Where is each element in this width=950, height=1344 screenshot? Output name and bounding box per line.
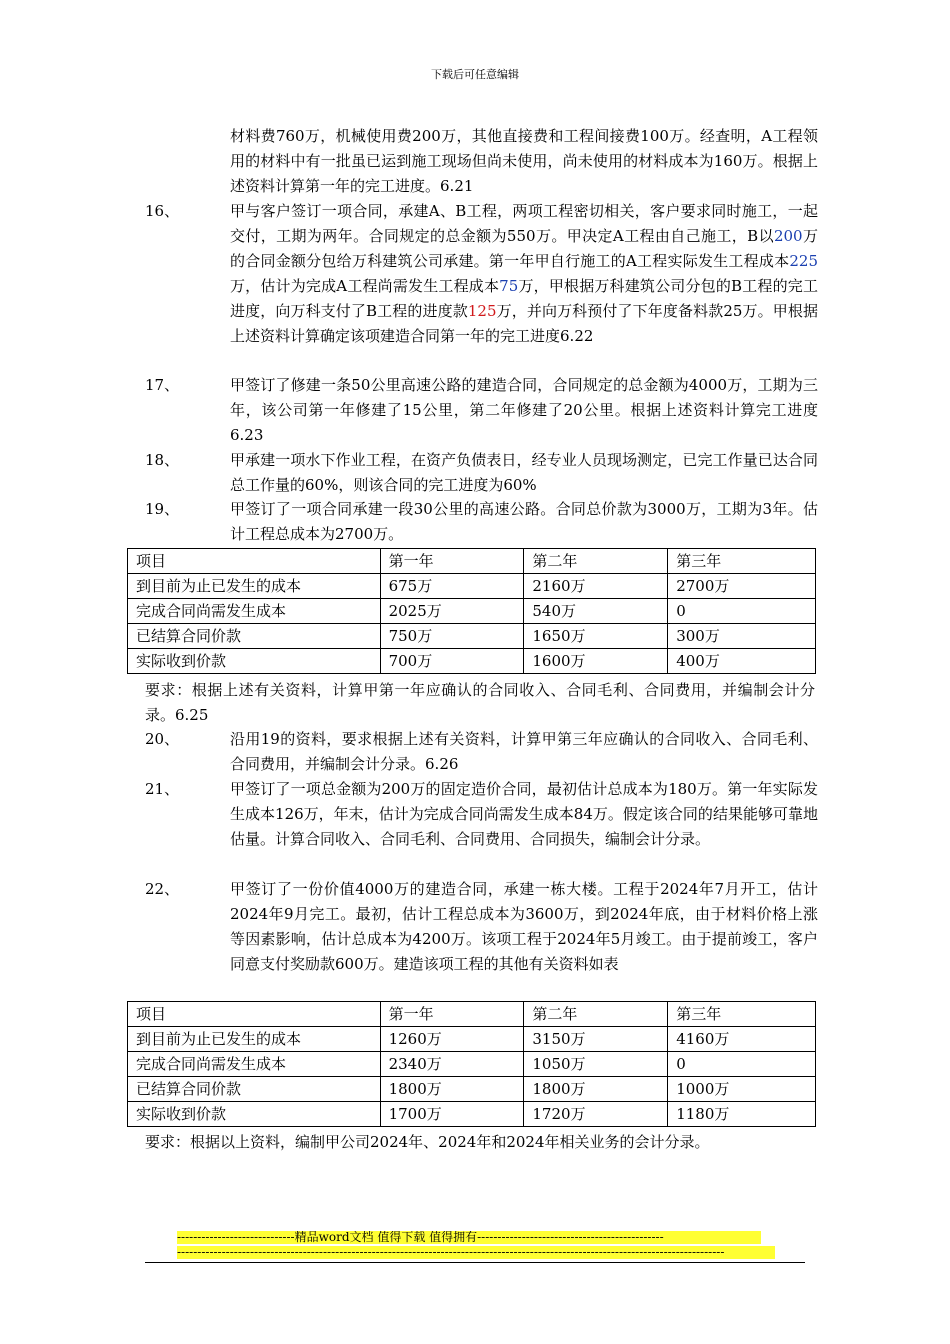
table-cell: 已结算合同价款 <box>128 624 381 649</box>
question-22-text: 甲签订了一份价值4000万的建造合同，承建一栋大楼。工程于2024年7月开工，估计2024年9月完工。最初，估计工程总成本为3600万，到2024年底，由于材料价格上涨等因素影响，估计总成本为4200万。该项工程于2024年5月竣工。由于提前竣工，客户同意支付奖励款600万。建造该项工程的其他有关资料如表 <box>230 880 818 973</box>
table-cell: 到目前为止已发生的成本 <box>128 574 381 599</box>
table-cell: 2340万 <box>380 1052 524 1077</box>
table-header-cell: 第三年 <box>668 1002 816 1027</box>
table-cell: 400万 <box>668 649 816 674</box>
q16-value-225: 225 <box>789 252 818 270</box>
table-cell: 1600万 <box>524 649 668 674</box>
table-cell: 2160万 <box>524 574 668 599</box>
table-cell: 700万 <box>380 649 524 674</box>
q16-value-200: 200 <box>773 227 803 245</box>
table-cell: 1800万 <box>524 1077 668 1102</box>
requirement-19: 要求：根据上述有关资料，计算甲第一年应确认的合同收入、合同毛利、合同费用，并编制会计分录。6.25 <box>145 681 815 724</box>
q16-value-125: 125 <box>467 302 497 320</box>
question-16-number: 16、 <box>145 202 180 220</box>
table-cell: 1700万 <box>380 1102 524 1127</box>
table-row <box>128 599 816 624</box>
table-cell: 300万 <box>668 624 816 649</box>
footer-divider <box>145 1262 805 1263</box>
question-20-text: 沿用19的资料，要求根据上述有关资料，计算甲第三年应确认的合同收入、合同毛利、合同费用，并编制会计分录。6.26 <box>230 730 818 773</box>
footer-dashes: --------------------------------------------------------------------------------------------------------------------------------------- <box>177 1246 775 1259</box>
table-row <box>128 574 816 599</box>
table-header-cell: 项目 <box>128 1002 381 1027</box>
page-header: 下载后可任意编辑 <box>431 68 519 81</box>
table-cell: 675万 <box>380 574 524 599</box>
table-cell: 1650万 <box>524 624 668 649</box>
table-cell: 完成合同尚需发生成本 <box>128 1052 381 1077</box>
table-header-cell: 第二年 <box>524 1002 668 1027</box>
question-19-text: 甲签订了一项合同承建一段30公里的高速公路。合同总价款为3000万，工期为3年。估计工程总成本为2700万。 <box>230 500 818 543</box>
question-17-number: 17、 <box>145 376 180 394</box>
table-cell: 0 <box>668 599 816 624</box>
table-header-cell: 第三年 <box>668 549 816 574</box>
table-cell: 已结算合同价款 <box>128 1077 381 1102</box>
table-header-row <box>128 1002 816 1027</box>
table-cell: 540万 <box>524 599 668 624</box>
table-row <box>128 1052 816 1077</box>
table-header-cell: 项目 <box>128 549 381 574</box>
table-header-row <box>128 549 816 574</box>
table-cell: 3150万 <box>524 1027 668 1052</box>
table-cell: 1720万 <box>524 1102 668 1127</box>
cost-table-2 <box>127 1001 816 1127</box>
q16-value-75: 75 <box>499 277 519 295</box>
table-cell: 1050万 <box>524 1052 668 1077</box>
table-cell: 0 <box>668 1052 816 1077</box>
question-19-number: 19、 <box>145 500 180 518</box>
q16-part1: 甲与客户签订一项合同，承建A、B工程，两项工程密切相关，客户要求同时施工，一起交付，工期为两年。合同规定的总金额为550万。甲决定A工程由自己施工，B以 <box>230 202 819 245</box>
table-cell: 1180万 <box>668 1102 816 1127</box>
table-header-cell: 第一年 <box>380 549 524 574</box>
footer-banner: -----------------------------精品word文档 值得下载 值得拥有---------------------------------------------- <box>177 1231 761 1244</box>
table-row <box>128 1077 816 1102</box>
intro-continuation: 材料费760万，机械使用费200万，其他直接费和工程间接费100万。经查明，A工程领用的材料中有一批虽已运到施工现场但尚未使用，尚未使用的材料成本为160万。根据上述资料计算第一年的完工进度。6.21 <box>230 127 818 195</box>
table-row <box>128 649 816 674</box>
question-21-number: 21、 <box>145 780 180 798</box>
question-18-number: 18、 <box>145 451 180 469</box>
q16-part2: 万的合同金额分包给万科建筑公司承建。第一年甲自行施工的A工程实际发生工程成本 <box>230 227 818 270</box>
question-22-number: 22、 <box>145 880 180 898</box>
table-cell: 4160万 <box>668 1027 816 1052</box>
table-cell: 完成合同尚需发生成本 <box>128 599 381 624</box>
question-17-text: 甲签订了修建一条50公里高速公路的建造合同，合同规定的总金额为4000万，工期为三年，该公司第一年修建了15公里，第二年修建了20公里。根据上述资料计算完工进度6.23 <box>230 376 818 444</box>
question-20-number: 20、 <box>145 730 180 748</box>
table-cell: 1260万 <box>380 1027 524 1052</box>
table-header-cell: 第二年 <box>524 549 668 574</box>
table-cell: 到目前为止已发生的成本 <box>128 1027 381 1052</box>
question-18-text: 甲承建一项水下作业工程，在资产负债表日，经专业人员现场测定，已完工作量已达合同总工作量的60%，则该合同的完工进度为60% <box>230 451 818 494</box>
cost-table-1 <box>127 548 816 674</box>
q16-part4: 万，甲根据万科建筑公司分包的B工程的完工进度，向万科支付了B工程的进度款 <box>230 277 818 320</box>
table-cell: 2025万 <box>380 599 524 624</box>
table-cell: 1800万 <box>380 1077 524 1102</box>
q16-part3: 万，估计为完成A工程尚需发生工程成本 <box>230 277 500 295</box>
table-header-cell: 第一年 <box>380 1002 524 1027</box>
table-row <box>128 624 816 649</box>
table-cell: 实际收到价款 <box>128 649 381 674</box>
question-21-text: 甲签订了一项总金额为200万的固定造价合同，最初估计总成本为180万。第一年实际发生成本126万，年末，估计为完成合同尚需发生成本84万。假定该合同的结果能够可靠地估量。计算合同收入、合同毛利、合同费用、合同损失，编制会计分录。 <box>230 780 818 848</box>
question-16-text <box>230 199 818 349</box>
table-cell: 2700万 <box>668 574 816 599</box>
table-row <box>128 1102 816 1127</box>
table-cell: 实际收到价款 <box>128 1102 381 1127</box>
requirement-22: 要求：根据以上资料，编制甲公司2024年、2024年和2024年相关业务的会计分录。 <box>145 1133 710 1151</box>
table-cell: 1000万 <box>668 1077 816 1102</box>
q16-part5: 万，并向万科预付了下年度备料款25万。甲根据上述资料计算确定该项建造合同第一年的完工进度6.22 <box>230 302 818 345</box>
table-cell: 750万 <box>380 624 524 649</box>
table-row <box>128 1027 816 1052</box>
